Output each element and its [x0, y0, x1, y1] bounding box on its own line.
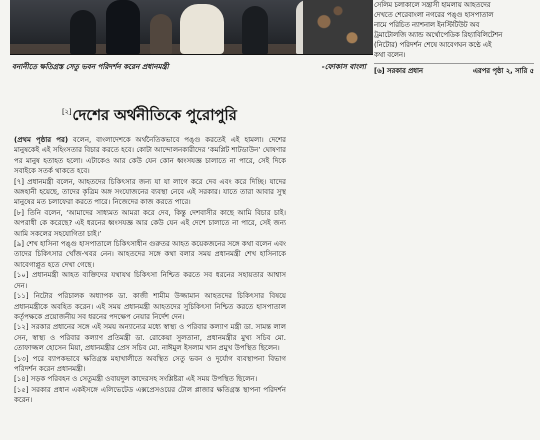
photo-person [180, 4, 224, 54]
paragraph-text: [৭] প্রধানমন্ত্রী বলেন, আহতদের চিকিৎসার জন্য যা যা লাগে করে দেব এবং করে দিচ্ছি। যাদের অঙ্গহানী হয়েছে, তাদের কৃত্রিম অঙ্গ সংযোজনের ব্যবস্থা নেবে এই সরকার। যাতে তারা আবার সুস্থ মানুষের মত চলাফেরা করতে পারে। নিজেদের কাজ করতে পারে। [14, 177, 286, 207]
paragraph [14, 135, 286, 177]
continuation-label: [৬] সরকার প্রধান [374, 67, 423, 75]
photo-debris [303, 0, 373, 54]
photo-credit: -ফোকাস বাংলা [321, 62, 366, 71]
article-body [14, 135, 286, 406]
headline-text: দেশের অর্থনীতিকে পুরোপুরি [72, 106, 237, 124]
sidebar-line: নামে পরিচিত ন্যাশনাল ইনস্টিটিউট অব [374, 21, 480, 29]
paragraph [14, 354, 286, 375]
article-headline [62, 104, 286, 129]
paragraph-lead: (প্রথম পৃষ্ঠার পর) [14, 136, 69, 144]
paragraph [14, 291, 286, 322]
continuation-page: এরপর পৃষ্ঠা ২, সারি ৫ [472, 67, 534, 75]
continuation-line [374, 63, 534, 77]
paragraph-text: [১৩] পরে ব্যাপকভাবে ক্ষতিগ্রস্ত মহাখালীতে অবস্থিত সেতু ভবন ও দুর্যোগ ব্যবস্থাপনা বিভাগ পরিদর্শন করেন প্রধানমন্ত্রী। [14, 354, 286, 373]
paragraph [14, 208, 286, 239]
paragraph-text: [১২] সরকার প্রধানের সঙ্গে এই সময় অন্যান্যের মধ্যে স্বাস্থ্য ও পরিবার কল্যাণ মন্ত্রী ডা. সামন্ত লাল সেন, স্বাস্থ্য ও পরিবার কল্যাণ প্রতিমন্ত্রী ডা. রোকেয়া সুলতানা, প্রধানমন্ত্রীর মুখ্য সচিব মো. তোফাজ্জল হোসেন মিয়া, প্রধানমন্ত্রীর প্রেস সচিব মো. নাঈমুল ইসলাম খান প্রমুখ উপস্থিত ছিলেন। [14, 323, 286, 353]
sidebar-column [374, 0, 534, 60]
paragraph [14, 374, 286, 384]
sidebar-line: (নিটোর) পরিদর্শন শেষে আবেগঘন কণ্ঠে এই [374, 41, 492, 49]
sidebar-line: দেখতে শেরেবাংলা নগরের পঙ্গু হাসপাতাল [374, 11, 494, 19]
paragraph-text: [৮] তিনি বলেন, ‘আমাদের সাধ্যমত আমরা করে দেব, কিন্তু দেশবাসীর কাছে আমি বিচার চাই। অপরাধী কে করেছে? এই ধরনের ধ্বংসযজ্ঞ আর কেউ যেন এই দেশে চালাতে না পারে, সেই জন্য আমি সকলের সহযোগিতা চাই।’ [14, 208, 286, 238]
news-photo [10, 0, 373, 55]
photo-person [70, 10, 96, 54]
sidebar-line: সেলিম চলাকালে সন্ত্রাসী হামলায় আহতদের [374, 1, 491, 9]
photo-person [106, 0, 140, 54]
article [14, 104, 286, 440]
paragraph [14, 385, 286, 406]
caption-text: বনানীতে ক্ষতিগ্রস্ত সেতু ভবন পরিদর্শন করেন প্রধানমন্ত্রী [12, 62, 169, 71]
paragraph [14, 239, 286, 270]
paragraph-text: বলেন, বাংলাদেশকে অর্থনৈতিকভাবে পঙ্গু করতেই এই হামলা। দেশের মানুষকেই এই সহিংসতার বিচার করতে হবে। কোটা আন্দোলনকারীদের ‘কমপ্লিট শাটডাউন’ ঘোষণার পর মানুষ হতাহত হলো। এটাকেও আর কেউ যেন কোন ধ্বংসযজ্ঞ চালাতে না পারে, সেই দিকে সবাইকে সতর্ক থাকতে হবে। [14, 136, 286, 176]
paragraph-text: [১৪] সড়ক পরিবহন ও সেতুমন্ত্রী ওবায়দুল কাদেরসহ সংশ্লিষ্টরা এই সময় উপস্থিত ছিলেন। [14, 375, 258, 384]
paragraph [14, 270, 286, 291]
paragraph [14, 322, 286, 353]
paragraph-text: [৯] শেখ হাসিনা পঙ্গু হাসপাতালে চিকিৎসাধীন গুরুতর আহত কয়েকজনের সঙ্গে কথা বলেন এবং তাদের চিকিৎসার খোঁজ-খবর নেন। আহতদের সঙ্গে কথা বলার সময় প্রধানমন্ত্রী শেখ হাসিনাকে আবেগাপ্লুত হতে দেখা গেছে। [14, 240, 286, 269]
photo-person [242, 6, 268, 54]
sidebar-line: ট্রমাটোলজি অ্যান্ড অর্থোপেডিক রিহ্যাবিলিটেশন [374, 31, 503, 39]
photo-caption [12, 62, 372, 74]
sidebar-line: কথা বলেন। [374, 51, 406, 59]
paragraph-text: [১৫] সরকার প্রধান একইসঙ্গে এলিভেটেড এক্সপ্রেসওয়ের টোল প্লাজার ক্ষতিগ্রস্ত স্থাপনা পরিদর্শন করেন। [14, 385, 286, 405]
paragraph-text: [১০] প্রধানমন্ত্রী আহত ব্যক্তিদের যথাযথ চিকিৎসা নিশ্চিত করতে সব ধরনের সহায়তার আশ্বাস দেন। [14, 271, 286, 290]
paragraph [14, 177, 286, 208]
paragraph-text: [১১] নিটোর পরিচালক অধ্যাপক ডা. কাজী শামীম উজ্জামান আহতদের চিকিৎসার বিষয়ে প্রধানমন্ত্রীকে অবহিত করেন। এই সময় প্রধানমন্ত্রী আহতদের সুচিকিৎসা নিশ্চিত করতে হাসপাতাল কর্তৃপক্ষকে প্রয়োজনীয় সব ধরনের পদক্ষেপ নেয়ার নির্দেশ দেন। [14, 292, 286, 321]
headline-tag: [২] [62, 108, 72, 116]
photo-person [150, 14, 172, 54]
